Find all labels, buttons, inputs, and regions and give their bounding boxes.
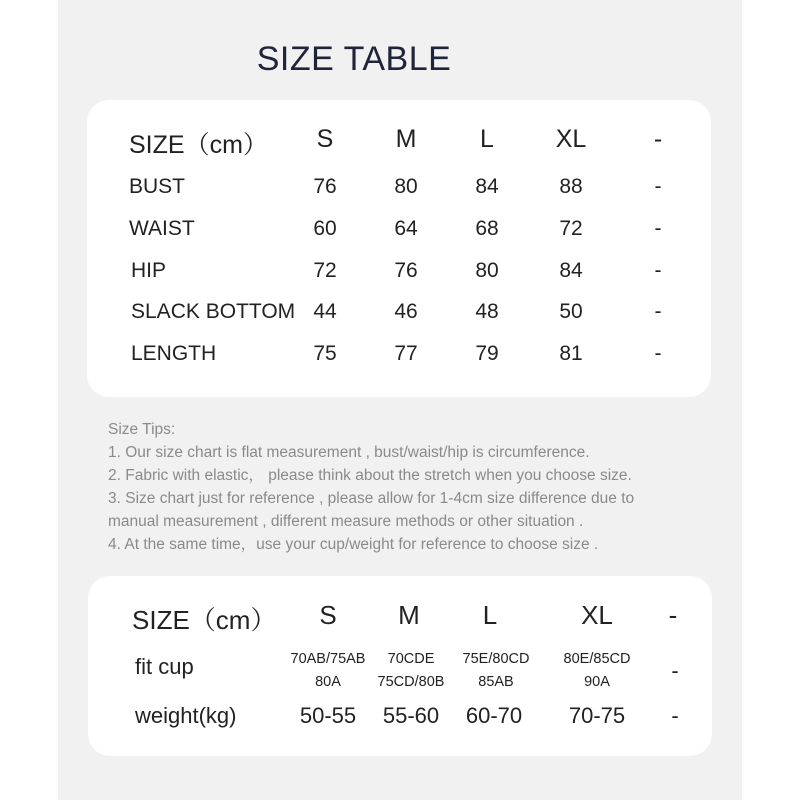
measurement-value: - bbox=[654, 300, 662, 323]
fit-cup-value bbox=[564, 648, 631, 694]
measurement-value: - bbox=[654, 342, 662, 365]
size-tip-line: 1. Our size chart is flat measurement , bust/waist/hip is circumference. bbox=[108, 444, 590, 461]
size-tips bbox=[108, 418, 708, 556]
fit-header: S bbox=[319, 600, 337, 630]
measurement-value: 80 bbox=[394, 175, 418, 198]
size-header: - bbox=[653, 125, 663, 153]
page-title: SIZE TABLE bbox=[256, 40, 452, 78]
measurement-value: 50 bbox=[559, 300, 583, 323]
size-header-label: SIZE（cm） bbox=[129, 131, 268, 159]
fit-header: L bbox=[482, 600, 498, 630]
measurement-value: 44 bbox=[313, 300, 337, 323]
measurement-value: - bbox=[654, 259, 662, 282]
fit-cup-line: 75E/80CD bbox=[462, 651, 530, 667]
measurement-value: 88 bbox=[559, 175, 583, 198]
measurement-value: 84 bbox=[559, 259, 583, 282]
measurement-value: 81 bbox=[559, 342, 583, 365]
measurement-value: 60 bbox=[313, 217, 337, 240]
measurement-label: BUST bbox=[129, 175, 186, 198]
measurement-value: 64 bbox=[394, 217, 418, 240]
measurement-label: LENGTH bbox=[131, 342, 217, 365]
fit-header: - bbox=[668, 600, 678, 630]
measurement-value: 80 bbox=[475, 259, 499, 282]
fit-cup-value bbox=[378, 648, 445, 694]
measurement-value: - bbox=[654, 217, 662, 240]
measurement-value: 76 bbox=[313, 175, 337, 198]
measurement-value: 72 bbox=[313, 259, 337, 282]
measurement-value: 77 bbox=[394, 342, 418, 365]
size-header: M bbox=[395, 125, 417, 153]
size-tip-line: 3. Size chart just for reference , please allow for 1-4cm size difference due to bbox=[108, 490, 635, 507]
fit-cup-line: 70AB/75AB bbox=[290, 651, 366, 667]
fit-cup-line: 80E/85CD bbox=[563, 651, 631, 667]
weight-value: 50-55 bbox=[299, 703, 357, 728]
measurement-value: 72 bbox=[559, 217, 583, 240]
fit-cup-line: 70CDE bbox=[387, 651, 435, 667]
fit-header: XL bbox=[581, 600, 613, 630]
fit-cup-label: fit cup bbox=[135, 654, 194, 679]
fit-cup-dash: - bbox=[671, 658, 679, 683]
weight-value: 70-75 bbox=[568, 703, 626, 728]
fit-header-label: SIZE（cm） bbox=[132, 605, 277, 635]
weight-value: 60-70 bbox=[465, 703, 523, 728]
measurement-value: 48 bbox=[475, 300, 499, 323]
measurement-label: SLACK BOTTOM bbox=[131, 300, 296, 323]
fit-cup-line: 80A bbox=[315, 674, 341, 690]
size-header: XL bbox=[555, 125, 587, 153]
measurement-value: 84 bbox=[475, 175, 499, 198]
size-header: S bbox=[316, 125, 334, 153]
weight-dash: - bbox=[671, 703, 679, 728]
weight-label: weight(kg) bbox=[135, 703, 237, 728]
measurement-value: 75 bbox=[313, 342, 337, 365]
measurement-label: WAIST bbox=[129, 217, 195, 240]
size-tip-line: manual measurement , different measure methods or other situation . bbox=[108, 513, 584, 530]
fit-cup-line: 85AB bbox=[478, 674, 514, 690]
measurement-value: 79 bbox=[475, 342, 499, 365]
weight-value: 55-60 bbox=[382, 703, 440, 728]
measurement-value: - bbox=[654, 175, 662, 198]
size-tip-line: 4. At the same time，use your cup/weight for reference to choose size . bbox=[108, 536, 599, 553]
fit-cup-line: 90A bbox=[584, 674, 610, 690]
measurement-value: 76 bbox=[394, 259, 418, 282]
fit-header: M bbox=[398, 600, 420, 630]
size-tips-heading: Size Tips: bbox=[108, 421, 176, 438]
fit-cup-line: 75CD/80B bbox=[377, 674, 445, 690]
fit-cup-value bbox=[463, 648, 530, 694]
measurement-value: 68 bbox=[475, 217, 499, 240]
size-header: L bbox=[480, 125, 494, 153]
size-tip-line: 2. Fabric with elastic， please think about the stretch when you choose size. bbox=[108, 467, 632, 484]
fit-cup-value bbox=[291, 648, 366, 694]
measurement-label: HIP bbox=[131, 259, 167, 282]
measurement-value: 46 bbox=[394, 300, 418, 323]
